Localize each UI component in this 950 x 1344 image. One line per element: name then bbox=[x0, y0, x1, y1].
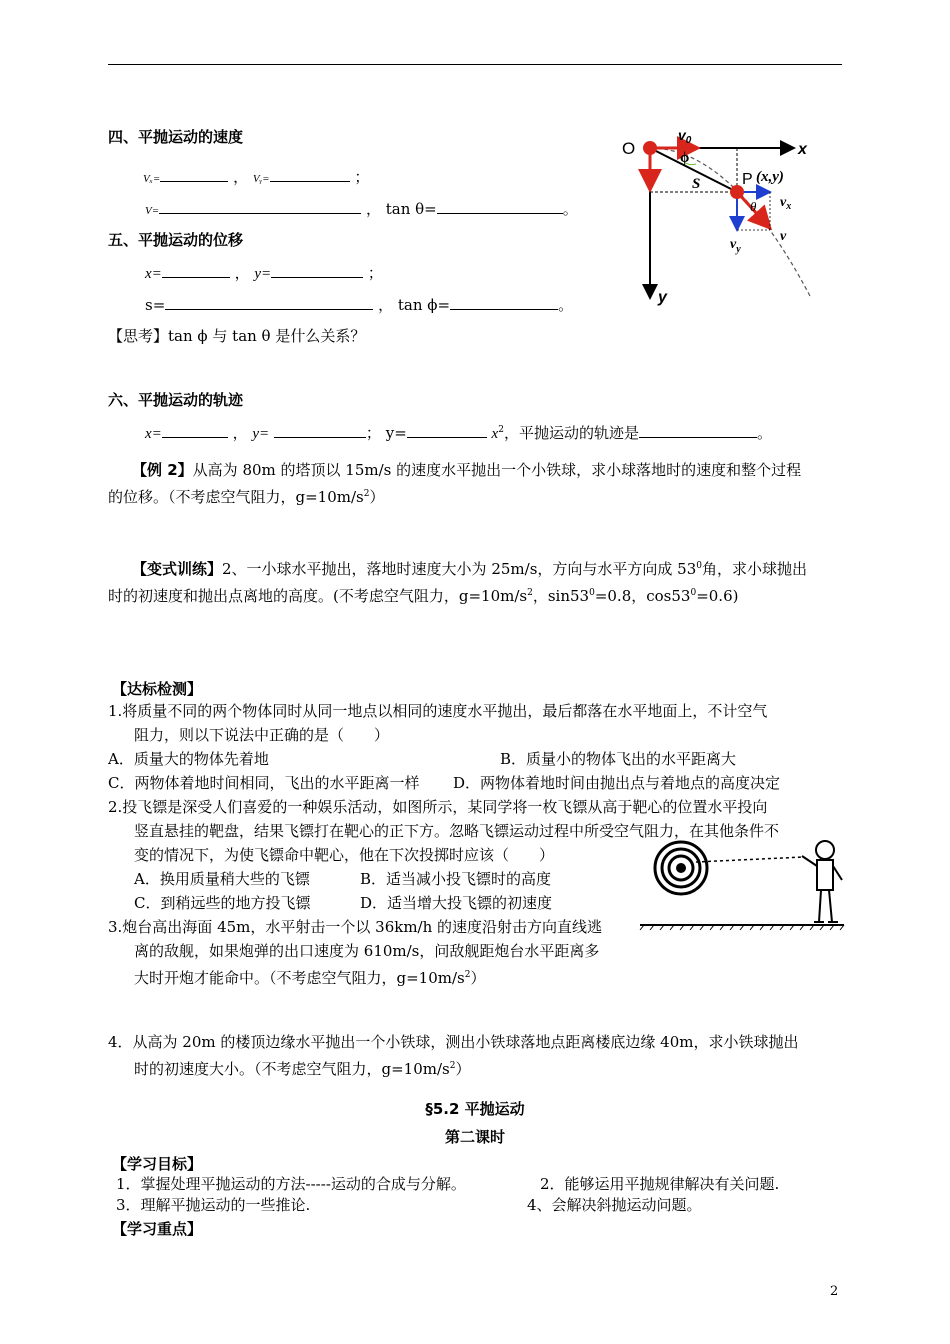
vx-label: Vₓ= bbox=[143, 173, 161, 185]
q3-text: ） bbox=[470, 969, 486, 987]
q2-text: 变的情况下，为使飞镖命中靶心，他在下次投掷时应该（ ） bbox=[134, 846, 555, 864]
goal-2: 2．能够运用平抛规律解决有关问题. bbox=[540, 1175, 780, 1193]
page-number: 2 bbox=[830, 1284, 839, 1299]
goal-4: 4、会解决斜抛运动问题。 bbox=[527, 1196, 702, 1214]
q4-text: 4．从高为 20m 的楼顶边缘水平抛出一个小铁球，测出小铁球落地点距离楼底边缘 40m，求小铁球抛出 bbox=[108, 1033, 799, 1051]
velocity-x-line bbox=[143, 166, 369, 187]
q4-text: 时的初速度大小。（不考虑空气阻力，g=10m/s bbox=[134, 1060, 450, 1078]
tan-phi-blank[interactable] bbox=[450, 296, 558, 310]
period: 。 bbox=[756, 424, 772, 442]
label-pxy: (x,y) bbox=[756, 169, 784, 185]
variant-text: 2、一小球水平抛出，落地时速度大小为 25m/s，方向与水平方向成 53 bbox=[222, 560, 697, 578]
q3-text: 大时开炮才能命中。（不考虑空气阻力，g=10m/s bbox=[134, 969, 465, 987]
comma: ， bbox=[234, 264, 250, 282]
goal-head: 【学习目标】 bbox=[112, 1155, 203, 1173]
q1-text: 1.将质量不同的两个物体同时从同一地点以相同的速度水平抛出，最后都落在水平地面上，不计空气 bbox=[108, 702, 768, 720]
q4-text: ） bbox=[455, 1060, 471, 1078]
label-o: O bbox=[622, 139, 636, 158]
variant-text: 角，求小球抛出 bbox=[701, 560, 807, 578]
label-x: x bbox=[798, 141, 807, 158]
y-blank[interactable] bbox=[271, 264, 363, 278]
variant-text: =0.6) bbox=[696, 587, 739, 605]
label-v0: $v_0$ bbox=[678, 127, 692, 146]
x2-exponent: 2 bbox=[498, 425, 504, 435]
comma: ， bbox=[378, 296, 394, 314]
tan-theta-label: tan θ= bbox=[385, 200, 437, 218]
goal-3: 3．理解平抛运动的一些推论. bbox=[116, 1196, 311, 1214]
displacement-s-line bbox=[145, 294, 573, 315]
dartboard bbox=[655, 842, 707, 894]
variant-text: =0.8，cos53 bbox=[594, 587, 691, 605]
q2-text: 2.投飞镖是深受人们喜爱的一种娱乐活动，如图所示，某同学将一枚飞镖从高于靶心的位置水平投向 bbox=[108, 798, 768, 816]
period: 。 bbox=[562, 200, 578, 218]
label-s: S bbox=[692, 176, 701, 192]
exponent: 2 bbox=[527, 588, 533, 598]
section-6-title: 六、平抛运动的轨迹 bbox=[108, 391, 244, 409]
label-p: P bbox=[742, 171, 753, 188]
section-5-title: 五、平抛运动的位移 bbox=[108, 231, 244, 249]
semicolon: ； bbox=[367, 264, 383, 282]
comma: ， bbox=[365, 200, 381, 218]
x-label: x= bbox=[145, 266, 162, 282]
variant-exercise bbox=[108, 554, 843, 608]
label-vy: $v_y$ bbox=[730, 237, 741, 255]
trajectory-line bbox=[145, 422, 772, 443]
y-blank[interactable] bbox=[274, 424, 366, 438]
degree: 0 bbox=[696, 561, 702, 571]
s-blank[interactable] bbox=[165, 296, 373, 310]
example-2-head: 【例 2】 bbox=[132, 461, 193, 479]
thrower-person bbox=[802, 841, 842, 922]
comma: ， bbox=[233, 168, 249, 186]
q1-option-c[interactable]: C．两物体着地时间相同，飞出的水平距离一样 bbox=[108, 774, 420, 792]
period: 。 bbox=[558, 296, 574, 314]
x2-label: x bbox=[491, 426, 499, 442]
section-4-title: 四、平抛运动的速度 bbox=[108, 128, 244, 146]
variant-text: 时的初速度和抛出点离地的高度。(不考虑空气阻力，g=10m/s bbox=[108, 587, 528, 605]
check-head: 【达标检测】 bbox=[112, 680, 203, 698]
exponent: 2 bbox=[449, 1061, 456, 1071]
displacement-xy-line bbox=[145, 262, 383, 283]
vy-blank[interactable] bbox=[270, 168, 350, 182]
goal-1: 1．掌握处理平抛运动的方法-----运动的合成与分解。 bbox=[116, 1175, 466, 1193]
x-blank[interactable] bbox=[162, 424, 228, 438]
y-label-2: y= bbox=[385, 424, 407, 442]
think-question: 【思考】tan ϕ 与 tan θ 是什么关系？ bbox=[108, 327, 366, 345]
q1-text: 阻力，则以下说法中正确的是（ ） bbox=[134, 726, 390, 744]
example-2-text2-end: ） bbox=[369, 488, 385, 506]
x-blank[interactable] bbox=[162, 264, 230, 278]
q3-text: 离的敌舰，如果炮弹的出口速度为 610m/s，问敌舰距炮台水平距离多 bbox=[134, 942, 600, 960]
velocity-line bbox=[145, 198, 578, 219]
origin-ball bbox=[643, 141, 657, 155]
x-label: x= bbox=[145, 426, 162, 442]
section-subtitle: 第二课时 bbox=[444, 1128, 505, 1146]
y-label: y= bbox=[252, 426, 270, 442]
q1-option-b[interactable]: B．质量小的物体飞出的水平距离大 bbox=[500, 750, 737, 768]
semicolon: ； bbox=[365, 424, 381, 442]
degree: 0 bbox=[589, 588, 595, 598]
label-theta: θ bbox=[750, 199, 757, 214]
q1-option-d[interactable]: D．两物体着地时间由抛出点与着地点的高度决定 bbox=[453, 774, 781, 792]
header-rule bbox=[108, 64, 842, 65]
y-label: y= bbox=[254, 266, 272, 282]
s-label: s= bbox=[145, 296, 166, 314]
v-blank[interactable] bbox=[159, 200, 361, 214]
q2-option-d[interactable]: D．适当增大投飞镖的初速度 bbox=[360, 894, 553, 912]
exponent: 2 bbox=[363, 489, 370, 499]
vx-blank[interactable] bbox=[160, 168, 228, 182]
q2-option-c[interactable]: C．到稍远些的地方投飞镖 bbox=[134, 894, 311, 912]
tan-phi-label: tan ϕ= bbox=[397, 296, 451, 314]
variant-text: ，sin53 bbox=[532, 587, 590, 605]
example-2 bbox=[108, 458, 843, 509]
tan-theta-blank[interactable] bbox=[437, 200, 563, 214]
coef-blank[interactable] bbox=[407, 424, 487, 438]
q3-text: 3.炮台高出海面 45m，水平射击一个以 36km/h 的速度沿射击方向直线逃 bbox=[108, 918, 603, 936]
projectile-diagram bbox=[622, 126, 822, 306]
label-y: y bbox=[658, 289, 667, 306]
trajectory-blank[interactable] bbox=[639, 424, 757, 438]
v-label: V= bbox=[145, 205, 160, 217]
dart-path bbox=[696, 857, 804, 862]
example-2-text2: 的位移。（不考虑空气阻力，g=10m/s bbox=[108, 488, 364, 506]
comma: ， bbox=[232, 424, 248, 442]
q2-text: 竖直悬挂的靶盘，结果飞镖打在靶心的正下方。忽略飞镖运动过程中所受空气阻力，在其他条件不 bbox=[134, 822, 780, 840]
q2-option-b[interactable]: B．适当减小投飞镖时的高度 bbox=[360, 870, 552, 888]
label-phi: ϕ bbox=[680, 150, 690, 166]
q2-option-a[interactable]: A．换用质量稍大些的飞镖 bbox=[134, 870, 310, 888]
exponent: 2 bbox=[464, 970, 471, 980]
section-title: §5.2 平抛运动 bbox=[425, 1100, 525, 1118]
q1-option-a[interactable]: A．质量大的物体先着地 bbox=[108, 750, 269, 768]
question-4 bbox=[108, 1030, 843, 1081]
label-v: v bbox=[780, 229, 787, 244]
variant-head: 【变式训练】 bbox=[132, 560, 223, 578]
trajectory bbox=[650, 148, 810, 296]
vy-label: Vᵧ= bbox=[252, 173, 270, 185]
example-2-text1: 从高为 80m 的塔顶以 15m/s 的速度水平抛出一个小铁球，求小球落地时的速度和整个过程 bbox=[192, 461, 802, 479]
degree: 0 bbox=[690, 588, 697, 598]
semicolon: ； bbox=[354, 168, 370, 186]
key-head: 【学习重点】 bbox=[112, 1220, 203, 1238]
trajectory-tail: ，平抛运动的轨迹是 bbox=[503, 424, 639, 442]
label-vx: $v_x$ bbox=[780, 195, 792, 212]
dart-figure bbox=[636, 832, 846, 932]
